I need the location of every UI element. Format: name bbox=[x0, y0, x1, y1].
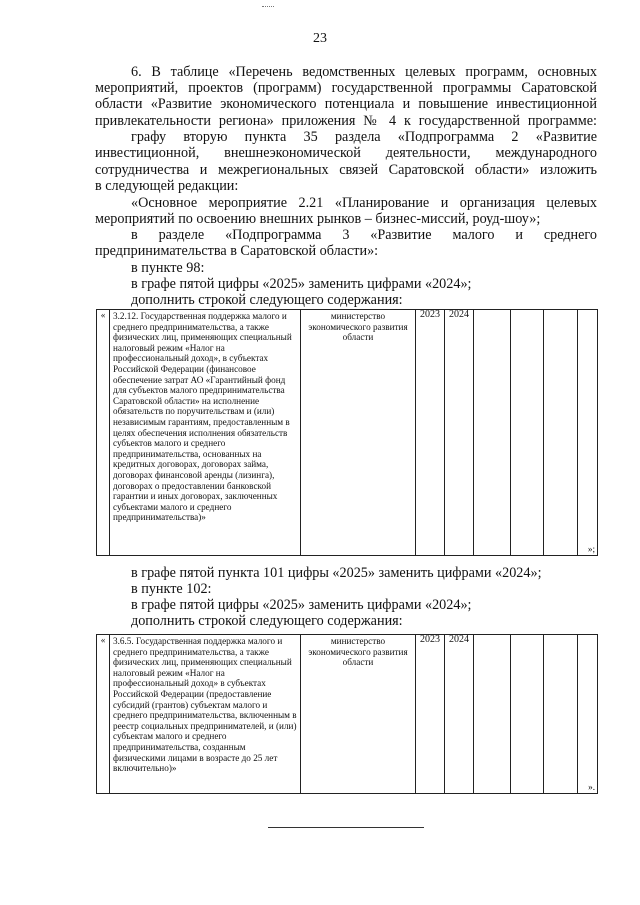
paragraph-add-row: дополнить строкой следующего содержания: bbox=[131, 292, 403, 308]
text-line: в разделе «Подпрограмма 3 «Развитие малого и среднего bbox=[131, 227, 597, 243]
paragraph-replace-2025: в графе пятой цифры «2025» заменить цифрами «2024»; bbox=[131, 597, 472, 613]
text-line: сотрудничества и межрегиональных связей Саратовской области» изложить bbox=[95, 162, 597, 178]
text-line: мероприятий, проектов (программ) государственной программы Саратовской bbox=[95, 80, 597, 96]
year-start: 2023 bbox=[416, 310, 445, 556]
empty-cell bbox=[511, 310, 544, 556]
paragraph-item-98: в пункте 98: bbox=[131, 260, 205, 276]
table-row bbox=[97, 635, 598, 794]
text-line: области «Развитие экономического потенциала и повышение инвестиционной bbox=[95, 96, 597, 112]
text-line: мероприятий по освоению внешних рынков – бизнес-миссий, роуд-шоу»; bbox=[95, 211, 541, 227]
close-mark: »; bbox=[578, 310, 598, 556]
footer-separator bbox=[268, 827, 424, 828]
text-line: привлекательности региона» приложения № 4 к государственной программе: bbox=[95, 113, 597, 129]
page-number: 23 bbox=[313, 31, 327, 46]
text-line: графу вторую пункта 35 раздела «Подпрограмма 2 «Развитие bbox=[131, 129, 597, 145]
empty-cell bbox=[511, 635, 544, 794]
year-end: 2024 bbox=[445, 310, 474, 556]
row-description: 3.6.5. Государственная поддержка малого и среднего предпринимательства, а также физических лиц, применяющих специальный налоговый режим «Налог на профессиональный доход» в субъектах Российской Федерации (предоставление субсидий (грантов) субъектам малого и среднего предпринимательства, включенным в реестр социальных предпринимателей, и (или) субъектам малого и среднего предпринимательства, созданным физическими лицами в возрасте до 25 лет включительно)» bbox=[110, 635, 301, 794]
year-start: 2023 bbox=[416, 635, 445, 794]
paragraph-add-row: дополнить строкой следующего содержания: bbox=[131, 613, 403, 629]
empty-cell bbox=[474, 635, 511, 794]
row-description: 3.2.12. Государственная поддержка малого и среднего предпринимательства, а также физических лиц, применяющих специальный налоговый режим «Налог на профессиональный доход», в субъектах Российской Федерации (финансовое обеспечение затрат АО «Гарантийный фонд для субъектов малого предпринимательства Саратовской области» на исполнение обязательств по поручительствам и (или) независимым гарантиям, предоставленным в целях обеспечения исполнения обязательств субъектов малого и среднего предпринимательства, основанных на кредитных договорах, договорах займа, договорах финансовой аренды (лизинга), договорах о предоставлении банковской гарантии и иных договорах, заключенных субъектами малого и среднего предпринимательства)» bbox=[110, 310, 301, 556]
empty-cell bbox=[544, 310, 578, 556]
text-line: «Основное мероприятие 2.21 «Планирование и организация целевых bbox=[131, 195, 597, 211]
empty-cell bbox=[544, 635, 578, 794]
text-line: инвестиционной, внешнеэкономической деятельности, международного bbox=[95, 145, 597, 161]
row-organization: министерство экономического развития области bbox=[301, 635, 416, 794]
paragraph-item-102: в пункте 102: bbox=[131, 581, 212, 597]
close-mark: ». bbox=[578, 635, 598, 794]
open-quote: « bbox=[97, 310, 110, 556]
inserted-row-table-2 bbox=[96, 634, 598, 794]
text-line: предпринимательства в Саратовской области»: bbox=[95, 243, 379, 259]
paragraph-item-101: в графе пятой пункта 101 цифры «2025» заменить цифрами «2024»; bbox=[131, 565, 542, 581]
table-row bbox=[97, 310, 598, 556]
year-end: 2024 bbox=[445, 635, 474, 794]
row-organization: министерство экономического развития области bbox=[301, 310, 416, 556]
text-line: в следующей редакции: bbox=[95, 178, 239, 194]
paragraph-replace-2025: в графе пятой цифры «2025» заменить цифрами «2024»; bbox=[131, 276, 472, 292]
inserted-row-table-1 bbox=[96, 309, 598, 556]
empty-cell bbox=[474, 310, 511, 556]
text-line: 6. В таблице «Перечень ведомственных целевых программ, основных bbox=[131, 64, 597, 80]
open-quote: « bbox=[97, 635, 110, 794]
scan-mark bbox=[262, 6, 274, 9]
